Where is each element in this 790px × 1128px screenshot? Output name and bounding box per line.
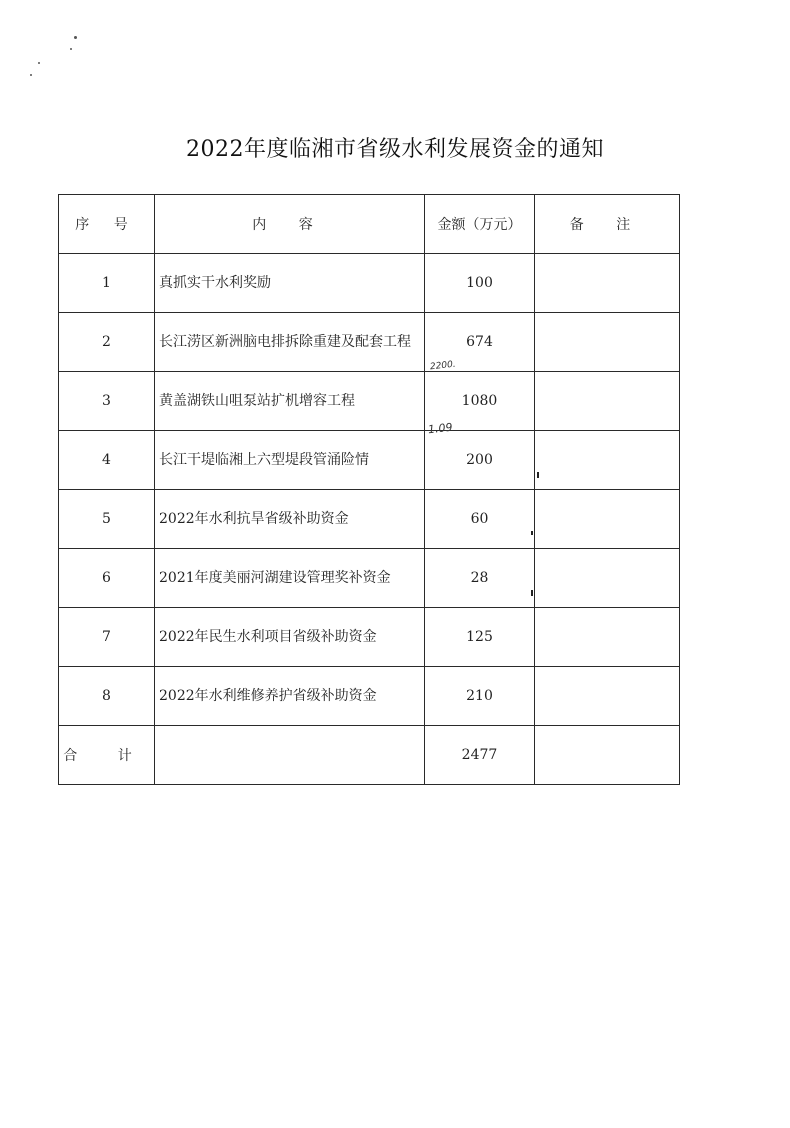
table-row	[59, 313, 680, 372]
table-row	[59, 667, 680, 726]
table-row	[59, 372, 680, 431]
scan-speck	[70, 48, 72, 50]
row-amount: 125	[425, 608, 535, 667]
row-content: 2022年水利抗旱省级补助资金	[155, 490, 425, 549]
row-no: 1	[59, 254, 155, 313]
pen-mark	[537, 472, 539, 478]
scan-speck	[38, 62, 40, 64]
header-remark: 备 注	[535, 195, 680, 254]
total-amount: 2477	[425, 726, 535, 785]
row-remark	[535, 608, 680, 667]
table-row	[59, 490, 680, 549]
row-amount: 60	[425, 490, 535, 549]
header-content: 内 容	[155, 195, 425, 254]
row-content: 长江干堤临湘上六型堤段管涌险情	[155, 431, 425, 490]
table-header-row	[59, 195, 680, 254]
row-content: 真抓实干水利奖励	[155, 254, 425, 313]
row-remark	[535, 549, 680, 608]
row-amount: 674	[425, 313, 535, 372]
table-row	[59, 431, 680, 490]
row-amount: 200	[425, 431, 535, 490]
row-no: 3	[59, 372, 155, 431]
row-no: 7	[59, 608, 155, 667]
row-amount: 28	[425, 549, 535, 608]
scan-speck	[74, 36, 77, 39]
pen-mark	[531, 531, 533, 535]
table-total-row	[59, 726, 680, 785]
row-remark	[535, 372, 680, 431]
row-content: 2021年度美丽河湖建设管理奖补资金	[155, 549, 425, 608]
row-content: 长江涝区新洲脑电排拆除重建及配套工程	[155, 313, 425, 372]
row-content: 黄盖湖铁山咀泵站扩机增容工程	[155, 372, 425, 431]
handwritten-note: 1.09	[427, 420, 454, 437]
total-remark	[535, 726, 680, 785]
row-no: 8	[59, 667, 155, 726]
pen-mark	[531, 590, 533, 596]
table-row	[59, 608, 680, 667]
table-row	[59, 549, 680, 608]
row-amount: 210	[425, 667, 535, 726]
total-label: 合 计	[59, 726, 155, 785]
total-content	[155, 726, 425, 785]
header-amount: 金额（万元）	[425, 195, 535, 254]
row-content: 2022年水利维修养护省级补助资金	[155, 667, 425, 726]
row-amount: 1080	[425, 372, 535, 431]
row-no: 6	[59, 549, 155, 608]
row-content: 2022年民生水利项目省级补助资金	[155, 608, 425, 667]
row-no: 5	[59, 490, 155, 549]
scan-speck	[30, 74, 32, 76]
row-remark	[535, 313, 680, 372]
funding-table	[58, 194, 680, 785]
document-title: 2022年度临湘市省级水利发展资金的通知	[186, 137, 604, 162]
row-no: 4	[59, 431, 155, 490]
row-amount: 100	[425, 254, 535, 313]
table-row	[59, 254, 680, 313]
row-remark	[535, 490, 680, 549]
row-no: 2	[59, 313, 155, 372]
row-remark	[535, 431, 680, 490]
header-no: 序 号	[59, 195, 155, 254]
row-remark	[535, 667, 680, 726]
handwritten-note: 2200.	[429, 359, 457, 373]
row-remark	[535, 254, 680, 313]
